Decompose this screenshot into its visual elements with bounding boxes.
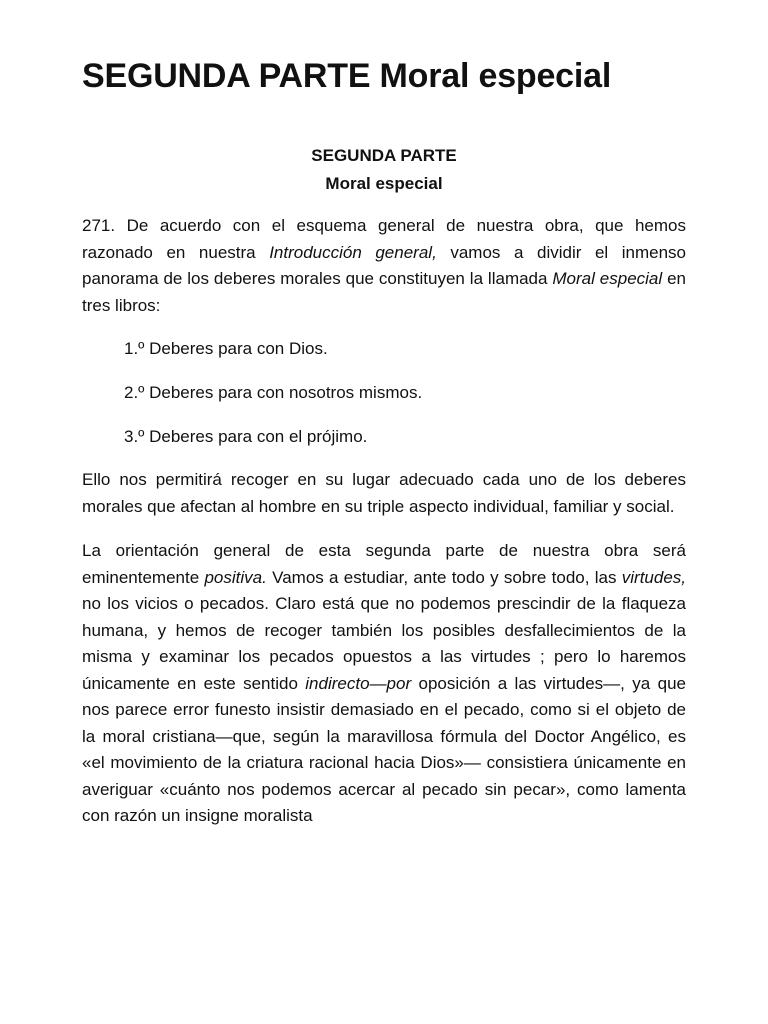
paragraph-1-text-c: en tres libros: xyxy=(82,269,686,315)
paragraph-3-text-b: Vamos a estudiar, ante todo y sobre todo, las xyxy=(266,567,622,587)
document-page xyxy=(82,52,686,830)
paragraph-3-text-d: oposición a las virtudes—, ya que nos parece error funesto insistir demasiado en el pecado, como si el objeto de la moral cristiana—que, según la maravillosa fórmula del Doctor Angélico, es «el movimiento de la criatura racional hacia Dios»— consistiera únicamente en averiguar «cuánto nos podemos acercar al pecado sin pecar», como lamenta con razón un insigne moralista xyxy=(82,673,686,825)
section-heading xyxy=(82,142,686,198)
paragraph-3-italic-a: positiva. xyxy=(204,567,267,587)
list-item-3: 3.º Deberes para con el prójimo. xyxy=(124,427,368,446)
paragraph-3-text-c: no los vicios o pecados. Claro está que no podemos prescindir de la flaqueza humana, y hemos de recoger también los posibles desfallecimientos de la misma y examinar los pecados opuestos a las virtudes ; pero lo haremos únicamente en este sentido xyxy=(82,594,686,693)
paragraph-3-text-a: La orientación general de esta segunda parte de nuestra obra será eminentemente xyxy=(82,541,686,587)
paragraph-1-text-a: 271. De acuerdo con el esquema general de nuestra obra, que hemos razonado en nuestra xyxy=(82,216,686,262)
page-title: SEGUNDA PARTE Moral especial xyxy=(82,57,612,95)
paragraph-1-text-b: vamos a dividir el inmenso panorama de los deberes morales que constituyen la llamada xyxy=(82,242,687,288)
paragraph-2: Ello nos permitirá recoger en su lugar adecuado cada uno de los deberes morales que afectan al hombre en su triple aspecto individual, familiar y social. xyxy=(82,470,686,516)
list-item-1: 1.º Deberes para con Dios. xyxy=(124,339,328,358)
paragraph-1-italic-a: Introducción general, xyxy=(269,242,437,262)
paragraph-1-italic-b: Moral especial xyxy=(552,269,663,288)
paragraph-3-italic-b: virtudes, xyxy=(621,567,687,587)
section-heading-line-2: Moral especial xyxy=(325,174,443,193)
list-item-2: 2.º Deberes para con nosotros mismos. xyxy=(124,383,423,402)
paragraph-3-italic-c: indirecto—por xyxy=(305,673,412,693)
section-heading-line-1: SEGUNDA PARTE xyxy=(311,146,457,165)
paragraph-3 xyxy=(82,538,686,830)
paragraph-1 xyxy=(82,213,686,319)
